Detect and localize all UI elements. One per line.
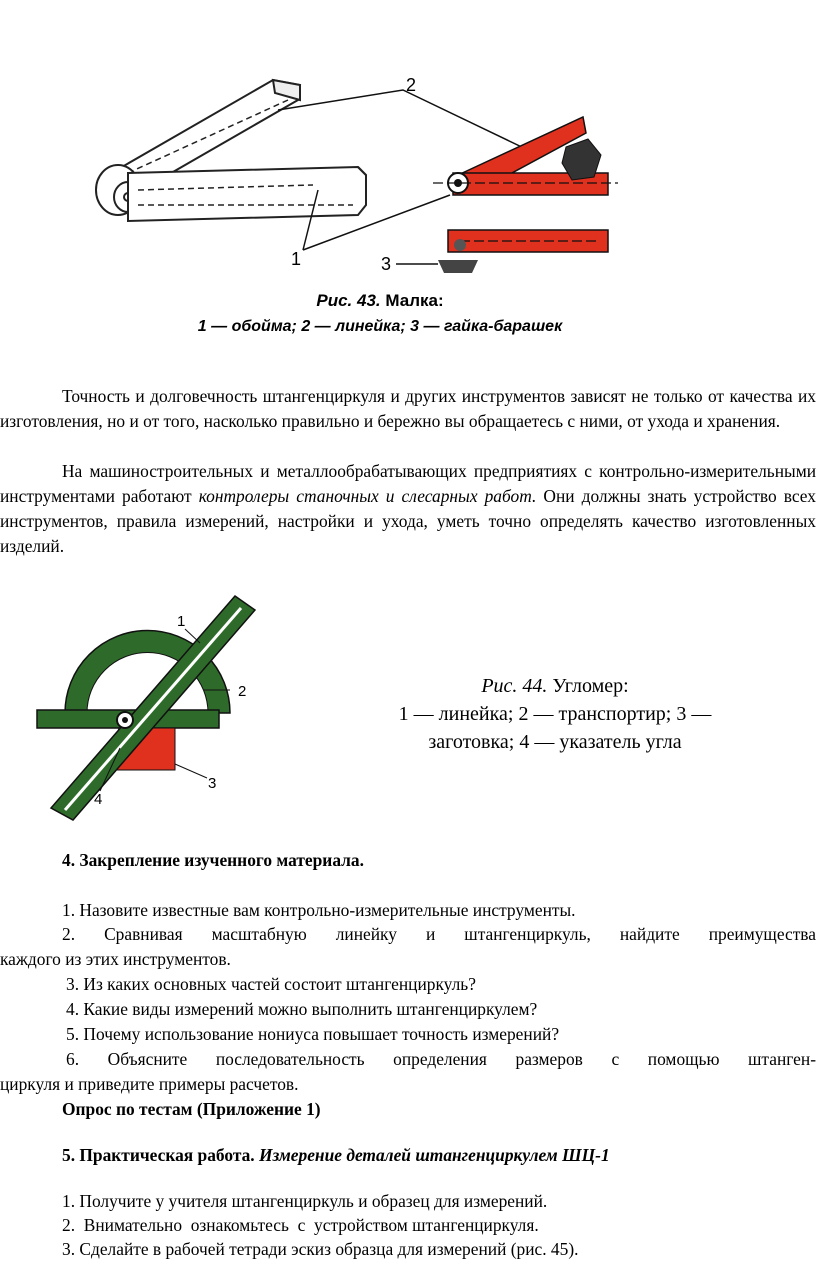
- figure-43-caption: [120, 288, 640, 340]
- section-5-heading: [62, 1143, 816, 1168]
- protractor-drawing: [37, 596, 255, 820]
- caption-44-title: Рис. 44.: [481, 675, 548, 697]
- label-3: 3: [381, 254, 392, 274]
- figure-43-bevel-gauge: [88, 55, 648, 300]
- fig44-label-2: 2: [238, 683, 247, 700]
- caption-44-line2: 1 — линейка; 2 — транспортир; 3 —: [398, 703, 712, 725]
- question-6-text-a: 6. Объясните последовательность определения размеров с помощью штанген-: [66, 1049, 816, 1069]
- survey-heading: Опрос по тестам (Приложение 1): [62, 1099, 321, 1119]
- caption-44-line3: заготовка; 4 — указатель угла: [428, 731, 682, 753]
- question-4: 4. Какие виды измерений можно выполнить штангенциркулем?: [66, 999, 538, 1019]
- figure-44-protractor: [25, 588, 275, 828]
- section-5-subtitle: Измерение деталей штангенциркулем ШЦ-1: [259, 1145, 610, 1165]
- step-3: 3. Сделайте в рабочей тетради эскиз образца для измерений (рис. 45).: [62, 1239, 579, 1259]
- step-2: 2. Внимательно ознакомьтесь с устройством штангенциркуля.: [62, 1215, 539, 1235]
- paragraph-1: Точность и долговечность штангенциркуля и других инструментов зависят не только от качества их изготовления, но и от того, насколько правильно и бережно вы обращаетесь с ними, от ухода и хранения.: [0, 386, 816, 431]
- question-2-line-b: каждого из этих инструментов.: [0, 949, 231, 969]
- caption-items: 1 — обойма; 2 — линейка; 3 — гайка-барашек: [197, 318, 563, 335]
- caption-title: Рис. 43.: [316, 291, 381, 310]
- paragraph-2-text-b: Они должны знать устройство всех инструментов, правила измерений, настройки и ухода, уметь точно определять качество изготовленных изделий.: [0, 486, 816, 556]
- section-4-number: 4.: [62, 850, 76, 870]
- question-6-line-b: циркуля и приведите примеры расчетов.: [0, 1074, 299, 1094]
- paragraph-2-emphasis: контролеры станочных и слесарных работ.: [198, 486, 537, 506]
- step-1: 1. Получите у учителя штангенциркуль и образец для измерений.: [62, 1191, 548, 1211]
- label-2: 2: [406, 75, 417, 95]
- question-1: 1. Назовите известные вам контрольно-измерительные инструменты.: [62, 900, 576, 920]
- bevel-gauge-drawing: [96, 80, 366, 221]
- caption-44-name: Угломер:: [552, 675, 629, 697]
- question-3: 3. Из каких основных частей состоит штангенциркуль?: [66, 974, 476, 994]
- fig44-label-3: 3: [208, 775, 217, 792]
- question-2-text-a: 2. Сравнивая масштабную линейку и штангенциркуль, найдите преимущества: [62, 924, 816, 944]
- caption-name: Малка:: [385, 291, 444, 310]
- section-5-title: 5. Практическая работа.: [62, 1145, 255, 1165]
- figure-44-caption: [320, 672, 790, 756]
- section-4-title: Закрепление изученного материала.: [79, 850, 364, 870]
- paragraph-2: [0, 459, 816, 559]
- fig44-label-1: 1: [177, 613, 186, 630]
- section-4-heading: [62, 848, 762, 873]
- fig44-label-4: 4: [94, 791, 103, 808]
- bevel-gauge-red: [433, 117, 618, 273]
- paragraph-2-text-a: На машиностроительных и металлообрабатывающих предприятиях с контрольно-измерительными инструментами работают: [0, 461, 816, 506]
- label-1: 1: [291, 249, 302, 269]
- question-5: 5. Почему использование нониуса повышает точность измерений?: [66, 1024, 560, 1044]
